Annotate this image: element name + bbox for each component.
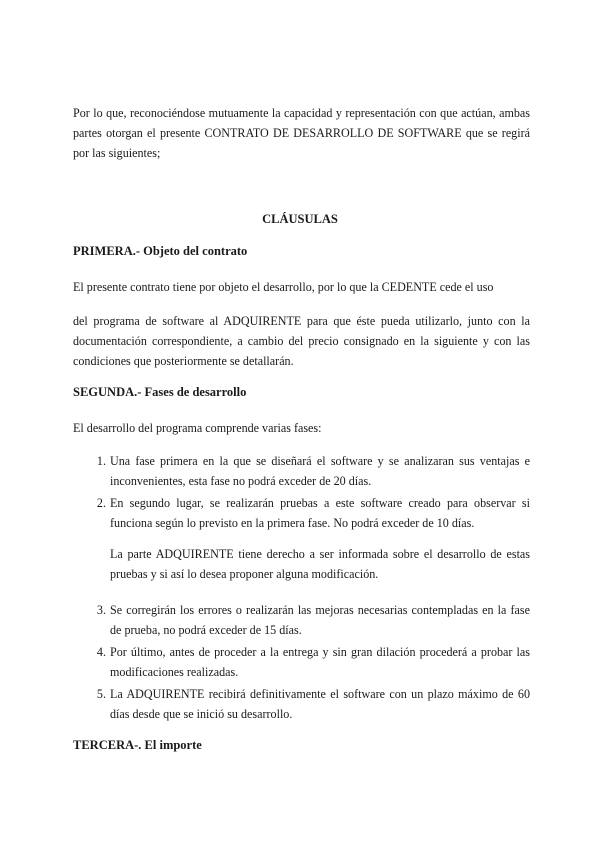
list-item-text: En segundo lugar, se realizarán pruebas a este software creado para observar si funciona según lo previsto en la primera fase. No podrá exceder de 10 días. [110, 496, 530, 530]
segunda-intro: El desarrollo del programa comprende varias fases: [73, 421, 322, 435]
primera-paragraph-2: del programa de software al ADQUIRENTE para que éste pueda utilizarlo, junto con la documentación correspondiente, a cambio del precio consignado en la siguiente y con las condiciones que posteriormente se detallarán. [73, 314, 530, 368]
list-item [92, 684, 530, 724]
list-item-number: 4. [96, 645, 106, 659]
list-item-text: Por último, antes de proceder a la entrega y sin gran dilación procederá a probar las modificaciones realizadas. [110, 645, 530, 679]
list-item-text: Una fase primera en la que se diseñará el software y se analizaran sus ventajas e inconvenientes, esta fase no podrá exceder de 20 días. [110, 454, 530, 488]
list-note-text: La parte ADQUIRENTE tiene derecho a ser informada sobre el desarrollo de estas pruebas y si así lo desea proponer alguna modificación. [110, 547, 530, 581]
list-item-text: Se corregirán los errores o realizarán las mejoras necesarias contempladas en la fase de prueba, no podrá exceder de 15 días. [110, 603, 530, 637]
list-item-number: 1. [96, 454, 106, 468]
list-item-number: 2. [96, 496, 106, 510]
list-item [92, 600, 530, 640]
tercera-heading: TERCERA-. El importe [73, 738, 202, 752]
list-item-number: 3. [96, 603, 106, 617]
list-item-text: La ADQUIRENTE recibirá definitivamente el software con un plazo máximo de 60 días desde que se inició su desarrollo. [110, 687, 530, 721]
list-item-number: 5. [96, 687, 106, 701]
segunda-heading: SEGUNDA.- Fases de desarrollo [73, 385, 247, 399]
intro-paragraph: Por lo que, reconociéndose mutuamente la capacidad y representación con que actúan, ambas partes otorgan el presente CONTRATO DE DESARROLLO DE SOFTWARE que se regirá por las siguientes; [73, 106, 530, 160]
list-item [92, 493, 530, 533]
list-item [92, 642, 530, 682]
clauses-title: CLÁUSULAS [262, 212, 338, 226]
list-item [92, 451, 530, 491]
primera-heading: PRIMERA.- Objeto del contrato [73, 244, 248, 258]
list-note [92, 544, 530, 584]
primera-paragraph-1: El presente contrato tiene por objeto el desarrollo, por lo que la CEDENTE cede el uso [73, 280, 494, 294]
